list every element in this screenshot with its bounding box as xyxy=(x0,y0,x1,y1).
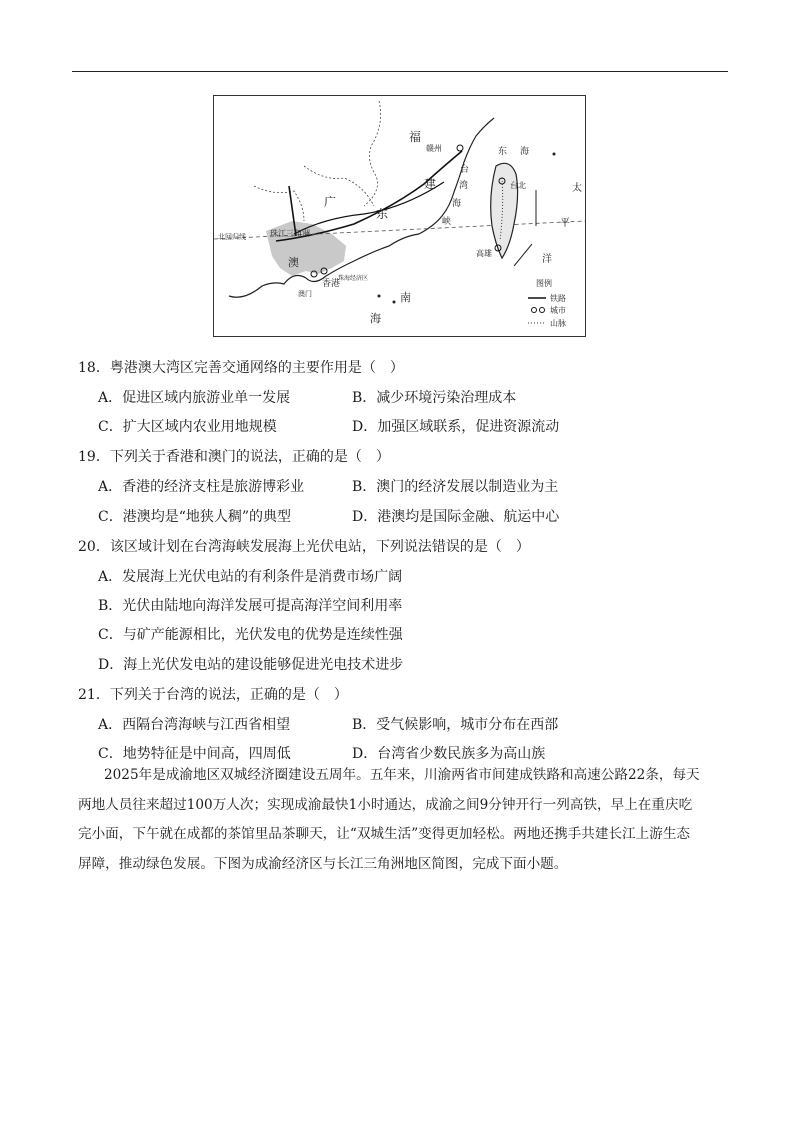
label-guang: 广 xyxy=(324,195,337,209)
map-legend xyxy=(528,278,566,328)
passage-line: 完小面，下午就在成都的茶馆里品茶聊天，让“双城生活”变得更加轻松。两地还携手共建长江上游生态 xyxy=(78,826,691,842)
label-yang: 洋 xyxy=(542,254,552,265)
question-19-option-d: D．港澳均是国际金融、航运中心 xyxy=(352,509,560,525)
label-strait-1: 台 xyxy=(460,165,470,175)
question-19-stem: 19．下列关于香港和澳门的说法，正确的是（ ） xyxy=(78,449,390,465)
question-21-option-b: B．受气候影响，城市分布在西部 xyxy=(352,717,559,733)
label-fu: 福 xyxy=(409,130,422,144)
city-marker xyxy=(457,145,463,151)
island-dot xyxy=(378,295,381,298)
label-strait-4: 峡 xyxy=(442,217,452,227)
province-border xyxy=(364,101,381,206)
legend-city-swatch xyxy=(532,308,537,313)
question-19-option-a: A．香港的经济支柱是旅游博彩业 xyxy=(98,479,305,495)
map-svg xyxy=(214,96,585,336)
passage-line: 2025年是成渝地区双城经济圈建设五周年。五年来，川渝两省市间建成铁路和高速公路22条，每天 xyxy=(104,767,700,783)
label-tai: 太 xyxy=(572,183,582,194)
question-19-option-b: B．澳门的经济发展以制造业为主 xyxy=(352,479,559,495)
label-hai: 海 xyxy=(520,147,530,157)
question-20-option-b: B．光伏由陆地向海洋发展可提高海洋空间利用率 xyxy=(98,598,403,614)
label-hk: 香港 xyxy=(322,279,341,289)
label-jian: 建 xyxy=(424,177,437,191)
label-dong: 东 xyxy=(376,207,389,221)
label-taibei: 台北 xyxy=(510,181,526,190)
label-hai2: 海 xyxy=(370,312,381,325)
question-18-option-b: B．减少环境污染治理成本 xyxy=(352,390,517,406)
question-21-option-a: A．西隔台湾海峡与江西省相望 xyxy=(98,717,291,733)
label-zhuhai: 珠海经济区 xyxy=(338,275,369,282)
label-ganzhou: 赣州 xyxy=(426,144,442,153)
question-21-option-c: C．地势特征是中间高，四周低 xyxy=(98,746,291,762)
question-18-stem: 18．粤港澳大湾区完善交通网络的主要作用是（ ） xyxy=(78,360,404,376)
label-zhujiang: 珠江三角洲 xyxy=(270,229,310,238)
legend-title: 图例 xyxy=(536,279,552,288)
question-18-option-c: C．扩大区域内农业用地规模 xyxy=(98,419,277,435)
question-21-option-d: D．台湾省少数民族多为高山族 xyxy=(352,746,546,762)
label-tropic: 北回归线 xyxy=(218,233,246,241)
question-20-stem: 20．该区域计划在台湾海峡发展海上光伏电站，下列说法错误的是（ ） xyxy=(78,539,530,555)
question-18-option-d: D．加强区域联系，促进资源流动 xyxy=(352,419,560,435)
label-nan: 南 xyxy=(400,291,411,304)
question-20-option-d: D．海上光伏发电站的建设能够促进光电技术进步 xyxy=(98,657,404,673)
province-border xyxy=(304,166,374,206)
taiwan-island xyxy=(491,163,518,258)
header-rule xyxy=(72,71,728,72)
passage-line: 两地人员往来超过100万人次；实现成渝最快1小时通达，成渝之间9分钟开行一列高铁，早上在重庆吃 xyxy=(78,796,693,813)
question-18-option-a: A．促进区域内旅游业单一发展 xyxy=(98,390,291,406)
question-19-option-c: C．港澳均是“地狭人稠”的典型 xyxy=(98,509,292,525)
question-21-stem: 21．下列关于台湾的说法，正确的是（ ） xyxy=(78,687,348,703)
map-line xyxy=(514,244,532,266)
railway-line xyxy=(294,182,444,234)
label-gaoxiong: 高雄 xyxy=(476,249,492,258)
label-aomen: 澳 xyxy=(288,256,299,269)
legend-item-railway: 铁路 xyxy=(550,294,566,303)
legend-city-swatch xyxy=(540,308,545,313)
passage xyxy=(78,761,728,879)
legend-item-city: 城市 xyxy=(550,306,566,315)
province-border xyxy=(254,186,304,221)
label-dongbei: 东 xyxy=(498,147,508,157)
legend-item-mountain: 山脉 xyxy=(550,319,566,328)
question-20-option-c: C．与矿产能源相比，光伏发电的优势是连续性强 xyxy=(98,627,403,643)
island-dot xyxy=(553,153,556,156)
label-ping: 平 xyxy=(560,218,570,229)
question-20-option-a: A．发展海上光伏电站的有利条件是消费市场广阔 xyxy=(98,569,403,585)
label-strait-2: 湾 xyxy=(459,181,469,191)
label-strait-3: 海 xyxy=(452,199,462,209)
map-figure xyxy=(213,95,586,337)
passage-line: 屏障，推动绿色发展。下图为成渝经济区与长江三角洲地区简图，完成下面小题。 xyxy=(78,855,568,872)
island-dot xyxy=(393,301,396,304)
label-macao: 澳门 xyxy=(298,290,312,298)
